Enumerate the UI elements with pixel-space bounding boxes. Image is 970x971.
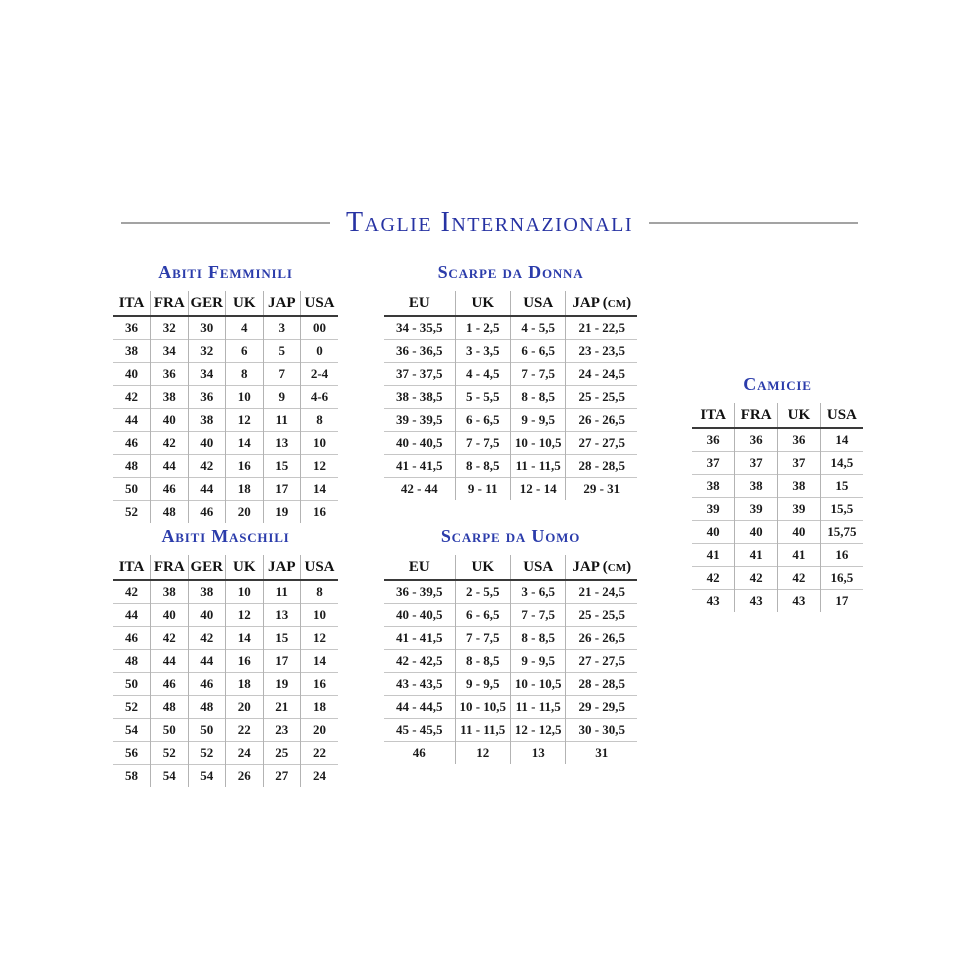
table-cell: 14 xyxy=(301,478,339,501)
table-row xyxy=(692,521,863,544)
table-cell: 8 - 8,5 xyxy=(510,386,565,409)
table-cell: 32 xyxy=(188,340,226,363)
table-row xyxy=(384,386,637,409)
page-header xyxy=(121,209,858,237)
table-cell: 52 xyxy=(151,742,189,765)
table-cell: 48 xyxy=(113,650,151,673)
table-cell: 42 xyxy=(778,567,821,590)
table-cell: 52 xyxy=(113,696,151,719)
table-cell: 34 xyxy=(151,340,189,363)
table-cell: 36 xyxy=(151,363,189,386)
header-row xyxy=(113,555,338,580)
table-row xyxy=(113,742,338,765)
table-cell: 48 xyxy=(151,501,189,524)
table-cell: 34 xyxy=(188,363,226,386)
table-cell: 42 - 42,5 xyxy=(384,650,455,673)
column-header: ITA xyxy=(113,291,151,316)
table-cell: 30 - 30,5 xyxy=(566,719,637,742)
table-row xyxy=(384,455,637,478)
column-header: JAP xyxy=(263,555,301,580)
table-cell: 16 xyxy=(226,455,264,478)
table-cell: 7 - 7,5 xyxy=(455,432,510,455)
table-cell: 16 xyxy=(301,501,339,524)
table-row xyxy=(113,604,338,627)
table-cell: 34 - 35,5 xyxy=(395,320,443,335)
table-cell: 11 - 11,5 xyxy=(455,719,510,742)
table-cell: 5 - 5,5 xyxy=(455,386,510,409)
table-cell: 8 xyxy=(301,409,339,432)
table-cell: 25 - 25,5 xyxy=(566,604,637,627)
table-cell: 17 xyxy=(263,478,301,501)
table-cell: 58 xyxy=(113,765,151,788)
table-cell: 20 xyxy=(226,696,264,719)
table-row xyxy=(113,386,338,409)
table-cell: 14 xyxy=(301,650,339,673)
table-cell: 39 xyxy=(692,498,735,521)
table-cell: 12 - 14 xyxy=(510,478,565,501)
table-cell: 18 xyxy=(301,696,339,719)
table-cell: 40 xyxy=(692,521,735,544)
table-cell: 38 xyxy=(113,340,151,363)
table-cell: 6 xyxy=(226,340,264,363)
table-cell: 24 xyxy=(301,765,339,788)
table-cell: 12 - 12,5 xyxy=(510,719,565,742)
table-cell: 45 - 45,5 xyxy=(384,719,455,742)
table-cell: 19 xyxy=(263,501,301,524)
table-cell: 36 xyxy=(778,428,821,452)
table-cell: 0 xyxy=(301,340,339,363)
table-cell: 36 xyxy=(188,386,226,409)
table-row xyxy=(384,363,637,386)
header-row xyxy=(692,403,863,428)
column-header: UK xyxy=(455,555,510,580)
table-row xyxy=(384,478,637,501)
table-cell: 38 xyxy=(188,580,226,604)
table-cell: 43 xyxy=(735,590,778,613)
table-cell: 21 xyxy=(263,696,301,719)
table-cell: 46 xyxy=(113,432,151,455)
table-cell: 42 xyxy=(151,432,189,455)
table-cell: 44 xyxy=(151,650,189,673)
table-row xyxy=(113,580,338,604)
column-header: GER xyxy=(188,291,226,316)
table-cell: 29 - 31 xyxy=(566,478,637,501)
table-cell: 20 xyxy=(226,501,264,524)
table-cell: 7 - 7,5 xyxy=(455,627,510,650)
table-cell: 9 - 9,5 xyxy=(510,409,565,432)
table-cell: 15,5 xyxy=(820,498,863,521)
table-cell: 28 - 28,5 xyxy=(566,455,637,478)
table-cell: 12 xyxy=(455,742,510,765)
table-cell: 21 - 24,5 xyxy=(566,580,637,604)
table-cell: 10 - 10,5 xyxy=(510,432,565,455)
table-cell: 4 xyxy=(226,316,264,340)
table-cell: 15 xyxy=(820,475,863,498)
table-cell: 9 xyxy=(263,386,301,409)
table-row xyxy=(692,498,863,521)
table-cell: 46 xyxy=(113,627,151,650)
table-cell: 29 - 29,5 xyxy=(566,696,637,719)
table-row xyxy=(113,696,338,719)
table-cell: 26 - 26,5 xyxy=(566,627,637,650)
table-cell: 40 xyxy=(151,409,189,432)
column-header: EU xyxy=(384,555,455,580)
section-title: Camicie xyxy=(743,374,812,394)
column-header: FRA xyxy=(151,555,189,580)
table-cell: 16 xyxy=(301,673,339,696)
table-row xyxy=(692,452,863,475)
table-cell: 20 xyxy=(301,719,339,742)
table-cell: 18 xyxy=(226,673,264,696)
table-cell: 38 xyxy=(151,386,189,409)
table-cell: 44 - 44,5 xyxy=(384,696,455,719)
table-cell: 12 xyxy=(226,409,264,432)
table-cell: 40 xyxy=(151,604,189,627)
table-cell: 36 - 39,5 xyxy=(395,584,443,599)
table-cell: 38 xyxy=(778,475,821,498)
table-cell: 54 xyxy=(113,719,151,742)
table-row xyxy=(113,673,338,696)
table-cell: 40 xyxy=(778,521,821,544)
table-cell: 37 xyxy=(778,452,821,475)
table-row xyxy=(113,719,338,742)
table-cell: 30 xyxy=(188,316,226,340)
table-cell: 10 - 10,5 xyxy=(455,696,510,719)
table-cell: 4-6 xyxy=(301,386,339,409)
table-cell: 42 xyxy=(188,455,226,478)
table-row xyxy=(384,340,637,363)
table-row xyxy=(113,455,338,478)
column-header: ITA xyxy=(692,403,735,428)
table-cell: 6 - 6,5 xyxy=(510,340,565,363)
table-cell: 18 xyxy=(226,478,264,501)
table-cell: 42 xyxy=(735,567,778,590)
table-row xyxy=(384,696,637,719)
section-title: Scarpe da Donna xyxy=(437,262,584,282)
table-cell: 15 xyxy=(263,455,301,478)
table-cell: 14 xyxy=(820,428,863,452)
table-cell: 54 xyxy=(188,765,226,788)
section-title: Scarpe da Uomo xyxy=(440,526,581,546)
table-cell: 43 xyxy=(778,590,821,613)
table-cell: 19 xyxy=(263,673,301,696)
table-cell: 52 xyxy=(113,501,151,524)
table-row xyxy=(113,501,338,524)
column-header: USA xyxy=(301,291,339,316)
table-cell: 8 - 8,5 xyxy=(510,627,565,650)
header-row xyxy=(384,555,637,580)
table-cell: 8 - 8,5 xyxy=(455,650,510,673)
table-abiti-maschili xyxy=(113,555,338,787)
table-row xyxy=(692,567,863,590)
table-row xyxy=(113,627,338,650)
table-row xyxy=(692,590,863,613)
table-cell: 11 - 11,5 xyxy=(510,696,565,719)
table-cell: 48 xyxy=(113,455,151,478)
table-cell: 48 xyxy=(151,696,189,719)
table-cell: 50 xyxy=(113,478,151,501)
table-cell: 44 xyxy=(113,409,151,432)
table-cell: 9 - 9,5 xyxy=(510,650,565,673)
section-scarpe-da-donna xyxy=(384,262,637,500)
column-header: JAP xyxy=(263,291,301,316)
table-cell: 6 - 6,5 xyxy=(455,604,510,627)
table-cell: 40 xyxy=(188,432,226,455)
table-row xyxy=(384,719,637,742)
table-cell: 43 - 43,5 xyxy=(384,673,455,696)
table-row xyxy=(113,650,338,673)
table-cell: 2 - 5,5 xyxy=(455,580,510,604)
table-cell: 10 xyxy=(226,386,264,409)
column-header: FRA xyxy=(151,291,189,316)
table-cell: 46 xyxy=(188,673,226,696)
column-header: UK xyxy=(226,555,264,580)
table-cell: 24 - 24,5 xyxy=(566,363,637,386)
table-cell: 36 xyxy=(735,428,778,452)
table-cell: 42 xyxy=(692,567,735,590)
column-header: ITA xyxy=(113,555,151,580)
section-abiti-maschili xyxy=(113,526,338,787)
table-cell: 27 xyxy=(263,765,301,788)
page-title: Taglie Internazionali xyxy=(345,207,634,238)
table-row xyxy=(384,742,637,765)
table-cell: 39 xyxy=(778,498,821,521)
table-cell: 13 xyxy=(263,432,301,455)
table-cell: 11 - 11,5 xyxy=(510,455,565,478)
table-cell: 22 xyxy=(226,719,264,742)
table-cell: 16 xyxy=(820,544,863,567)
table-cell: 43 xyxy=(692,590,735,613)
table-cell: 46 xyxy=(188,501,226,524)
table-scarpe-da-uomo xyxy=(384,555,637,764)
column-header: GER xyxy=(188,555,226,580)
table-row xyxy=(113,432,338,455)
table-scarpe-da-donna xyxy=(384,291,637,500)
table-cell: 17 xyxy=(820,590,863,613)
table-cell: 52 xyxy=(188,742,226,765)
table-row xyxy=(113,409,338,432)
table-row xyxy=(384,409,637,432)
table-cell: 00 xyxy=(301,316,339,340)
table-row xyxy=(384,650,637,673)
table-cell: 14,5 xyxy=(820,452,863,475)
table-cell: 24 xyxy=(226,742,264,765)
table-cell: 25 xyxy=(263,742,301,765)
table-cell: 42 xyxy=(125,584,138,599)
column-header: UK xyxy=(226,291,264,316)
table-cell: 41 - 41,5 xyxy=(384,627,455,650)
table-cell: 50 xyxy=(113,673,151,696)
header-row xyxy=(384,291,637,316)
section-title: Abiti Femminili xyxy=(158,262,293,282)
column-header: UK xyxy=(778,403,821,428)
table-row xyxy=(113,363,338,386)
table-cell: 41 xyxy=(778,544,821,567)
column-header: JAP (cm) xyxy=(566,291,637,316)
table-cell: 11 xyxy=(263,409,301,432)
table-cell: 10 - 10,5 xyxy=(510,673,565,696)
section-camicie xyxy=(692,374,863,612)
section-abiti-femminili xyxy=(113,262,338,523)
table-cell: 40 - 40,5 xyxy=(384,432,455,455)
table-cell: 41 - 41,5 xyxy=(384,455,455,478)
column-header: USA xyxy=(820,403,863,428)
table-cell: 44 xyxy=(151,455,189,478)
column-header: USA xyxy=(510,555,565,580)
table-row xyxy=(384,627,637,650)
table-cell: 5 xyxy=(263,340,301,363)
table-cell: 40 xyxy=(188,604,226,627)
table-row xyxy=(113,478,338,501)
table-cell: 10 xyxy=(226,580,264,604)
table-cell: 40 - 40,5 xyxy=(384,604,455,627)
table-cell: 26 - 26,5 xyxy=(566,409,637,432)
table-cell: 13 xyxy=(510,742,565,765)
table-row xyxy=(384,316,637,340)
table-cell: 11 xyxy=(263,580,301,604)
table-cell: 1 - 2,5 xyxy=(455,316,510,340)
table-cell: 44 xyxy=(188,478,226,501)
table-cell: 3 - 3,5 xyxy=(455,340,510,363)
table-cell: 39 - 39,5 xyxy=(384,409,455,432)
table-cell: 27 - 27,5 xyxy=(566,432,637,455)
table-row xyxy=(384,580,637,604)
table-cell: 17 xyxy=(263,650,301,673)
table-cell: 38 xyxy=(735,475,778,498)
table-cell: 4 - 5,5 xyxy=(510,316,565,340)
table-cell: 12 xyxy=(226,604,264,627)
column-header: USA xyxy=(301,555,339,580)
column-header: FRA xyxy=(735,403,778,428)
table-cell: 10 xyxy=(301,432,339,455)
table-cell: 26 xyxy=(226,765,264,788)
section-title: Abiti Maschili xyxy=(161,526,290,546)
table-row xyxy=(384,432,637,455)
table-cell: 8 xyxy=(301,580,339,604)
table-cell: 8 - 8,5 xyxy=(455,455,510,478)
table-cell: 38 - 38,5 xyxy=(384,386,455,409)
table-cell: 31 xyxy=(566,742,637,765)
table-cell: 2-4 xyxy=(301,363,339,386)
table-row xyxy=(384,604,637,627)
table-cell: 42 xyxy=(151,627,189,650)
table-cell: 50 xyxy=(188,719,226,742)
column-header: EU xyxy=(384,291,455,316)
table-cell: 38 xyxy=(692,475,735,498)
table-cell: 12 xyxy=(301,455,339,478)
divider-line-left xyxy=(121,222,330,224)
table-row xyxy=(384,673,637,696)
table-cell: 38 xyxy=(151,580,189,604)
divider-line-right xyxy=(649,222,858,224)
table-cell: 36 - 36,5 xyxy=(384,340,455,363)
table-cell: 41 xyxy=(735,544,778,567)
table-cell: 42 xyxy=(188,627,226,650)
table-cell: 46 xyxy=(151,478,189,501)
table-row xyxy=(113,765,338,788)
table-cell: 48 xyxy=(188,696,226,719)
table-cell: 32 xyxy=(151,316,189,340)
table-cell: 44 xyxy=(188,650,226,673)
table-cell: 46 xyxy=(151,673,189,696)
table-cell: 44 xyxy=(113,604,151,627)
table-cell: 21 - 22,5 xyxy=(566,316,637,340)
table-cell: 7 - 7,5 xyxy=(510,363,565,386)
table-cell: 50 xyxy=(151,719,189,742)
table-row xyxy=(113,340,338,363)
table-cell: 27 - 27,5 xyxy=(566,650,637,673)
table-cell: 10 xyxy=(301,604,339,627)
table-row xyxy=(113,316,338,340)
table-cell: 15,75 xyxy=(820,521,863,544)
table-camicie xyxy=(692,403,863,612)
table-cell: 38 xyxy=(188,409,226,432)
table-cell: 42 xyxy=(113,386,151,409)
table-cell: 23 xyxy=(263,719,301,742)
table-cell: 39 xyxy=(735,498,778,521)
header-row xyxy=(113,291,338,316)
table-cell: 7 xyxy=(263,363,301,386)
table-cell: 9 - 11 xyxy=(455,478,510,501)
table-cell: 37 - 37,5 xyxy=(384,363,455,386)
column-header: JAP (cm) xyxy=(566,555,637,580)
column-header: UK xyxy=(455,291,510,316)
table-cell: 3 xyxy=(263,316,301,340)
table-row xyxy=(692,428,863,452)
table-cell: 4 - 4,5 xyxy=(455,363,510,386)
table-cell: 9 - 9,5 xyxy=(455,673,510,696)
table-cell: 13 xyxy=(263,604,301,627)
section-scarpe-da-uomo xyxy=(384,526,637,764)
table-cell: 36 xyxy=(125,320,138,335)
column-header: USA xyxy=(510,291,565,316)
table-row xyxy=(692,475,863,498)
table-cell: 41 xyxy=(692,544,735,567)
table-cell: 40 xyxy=(735,521,778,544)
table-cell: 54 xyxy=(151,765,189,788)
table-cell: 28 - 28,5 xyxy=(566,673,637,696)
table-cell: 7 - 7,5 xyxy=(510,604,565,627)
table-cell: 16 xyxy=(226,650,264,673)
table-abiti-femminili xyxy=(113,291,338,523)
table-cell: 15 xyxy=(263,627,301,650)
table-cell: 22 xyxy=(301,742,339,765)
table-cell: 12 xyxy=(301,627,339,650)
table-cell: 16,5 xyxy=(820,567,863,590)
table-cell: 37 xyxy=(735,452,778,475)
table-cell: 3 - 6,5 xyxy=(510,580,565,604)
table-cell: 25 - 25,5 xyxy=(566,386,637,409)
table-cell: 37 xyxy=(692,452,735,475)
table-cell: 14 xyxy=(226,432,264,455)
table-row xyxy=(692,544,863,567)
table-cell: 40 xyxy=(113,363,151,386)
table-cell: 36 xyxy=(706,432,720,447)
table-cell: 14 xyxy=(226,627,264,650)
table-cell: 46 xyxy=(384,742,455,765)
table-cell: 42 - 44 xyxy=(384,478,455,501)
table-cell: 6 - 6,5 xyxy=(455,409,510,432)
table-cell: 8 xyxy=(226,363,264,386)
table-cell: 56 xyxy=(113,742,151,765)
table-cell: 23 - 23,5 xyxy=(566,340,637,363)
